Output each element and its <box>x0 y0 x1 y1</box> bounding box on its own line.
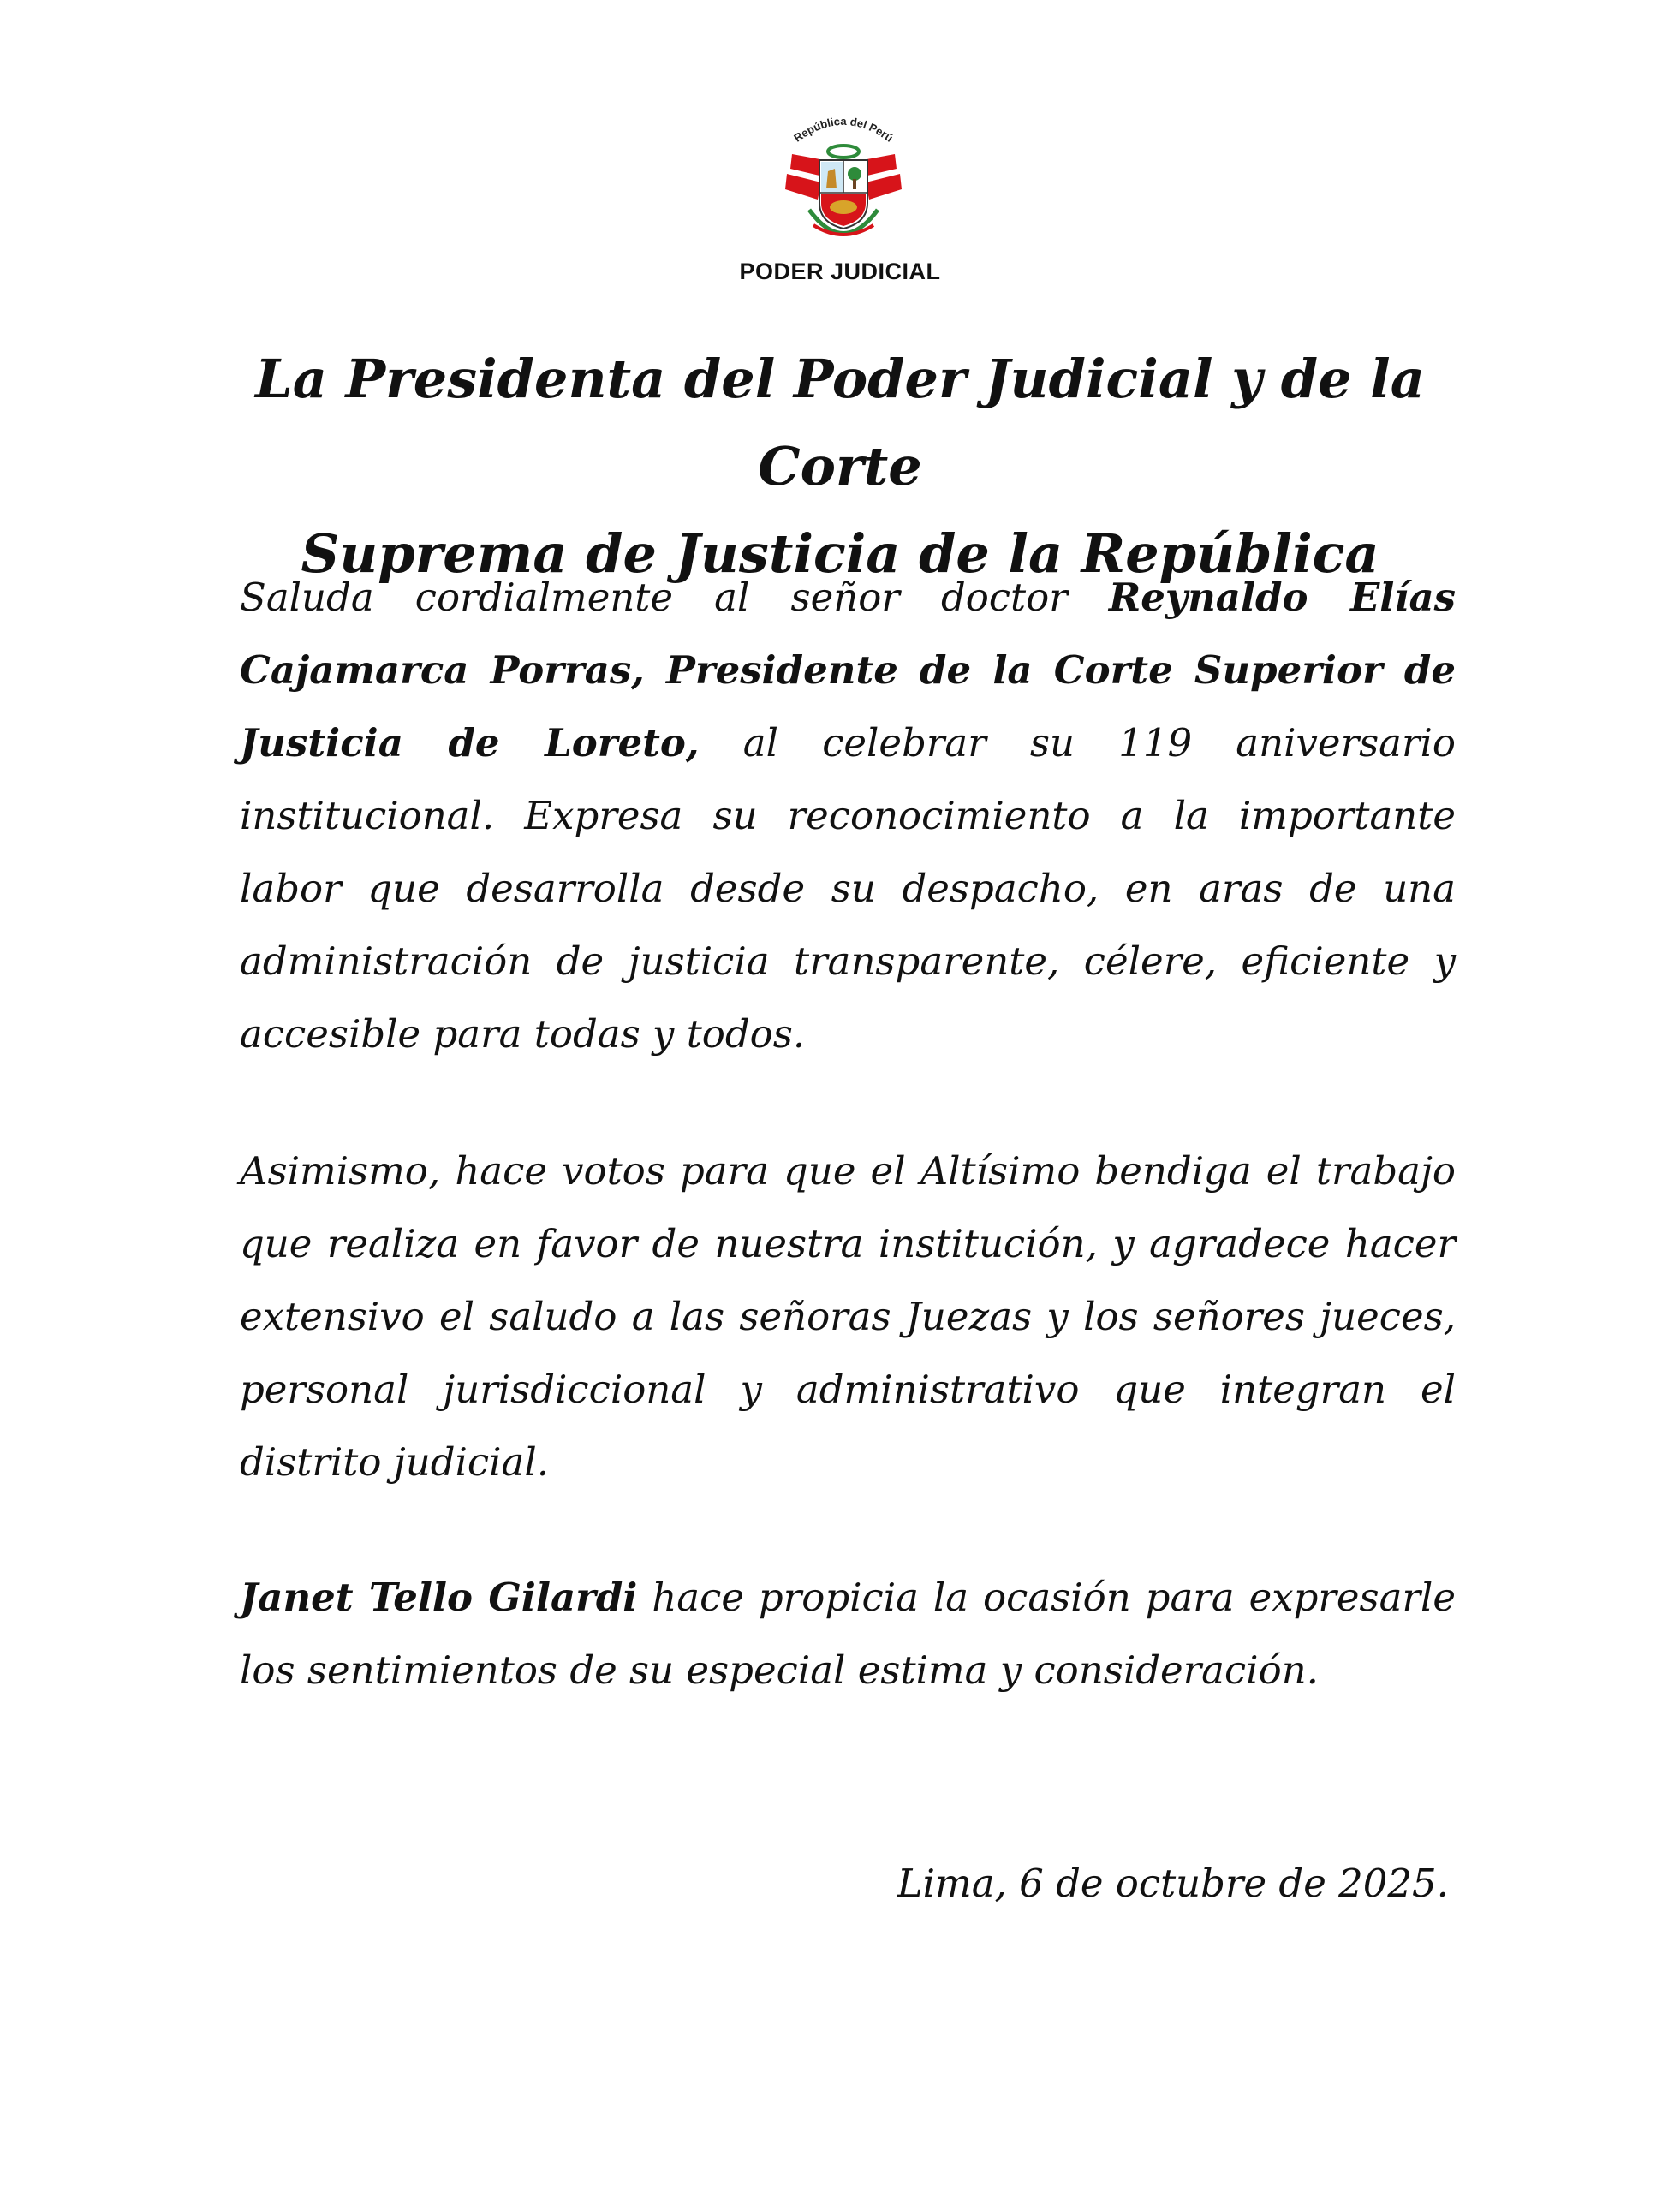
wishes-paragraph: Asimismo, hace votos para que el Altísimo bendiga el trabajo que realiza en favor de nuestra institución, y agradece hacer extensivo el saludo a las señoras Juezas y los señores jueces, personal jurisdiccional y administrativo que integran el distrito judicial. <box>240 1148 1456 1485</box>
document-title <box>197 336 1483 598</box>
document-date: Lima, 6 de octubre de 2025. <box>897 1861 1449 1906</box>
greeting-body: al celebrar su 119 aniversario institucional. Expresa su reconocimiento a la importante labor que desarrolla desde su despacho, en aras de una administración de justicia transparente, célere, eficiente y accesible para todas y todos. <box>240 720 1456 1057</box>
closing-paragraph <box>240 1561 1456 1707</box>
greeting-intro: Saluda cordialmente al señor doctor <box>240 575 1109 620</box>
closing-body: hace propicia la ocasión para expresarle los sentimientos de su especial estima y consideración. <box>240 1575 1456 1693</box>
title-line-1: La Presidenta del Poder Judicial y de la Corte <box>255 348 1425 497</box>
title-line-2: Suprema de Justicia de la República <box>301 522 1379 585</box>
honoree-name: Reynaldo Elías Cajamarca Porras, Presidente de la Corte Superior de Justicia de Loreto, <box>240 575 1456 765</box>
greeting-paragraph <box>240 561 1456 1070</box>
signer-name: Janet Tello Gilardi <box>240 1575 638 1620</box>
peru-coat-of-arms-emblem <box>775 107 912 248</box>
svg-text:República del Perú: República del Perú <box>791 114 896 145</box>
institution-name: PODER JUDICIAL <box>739 259 941 284</box>
